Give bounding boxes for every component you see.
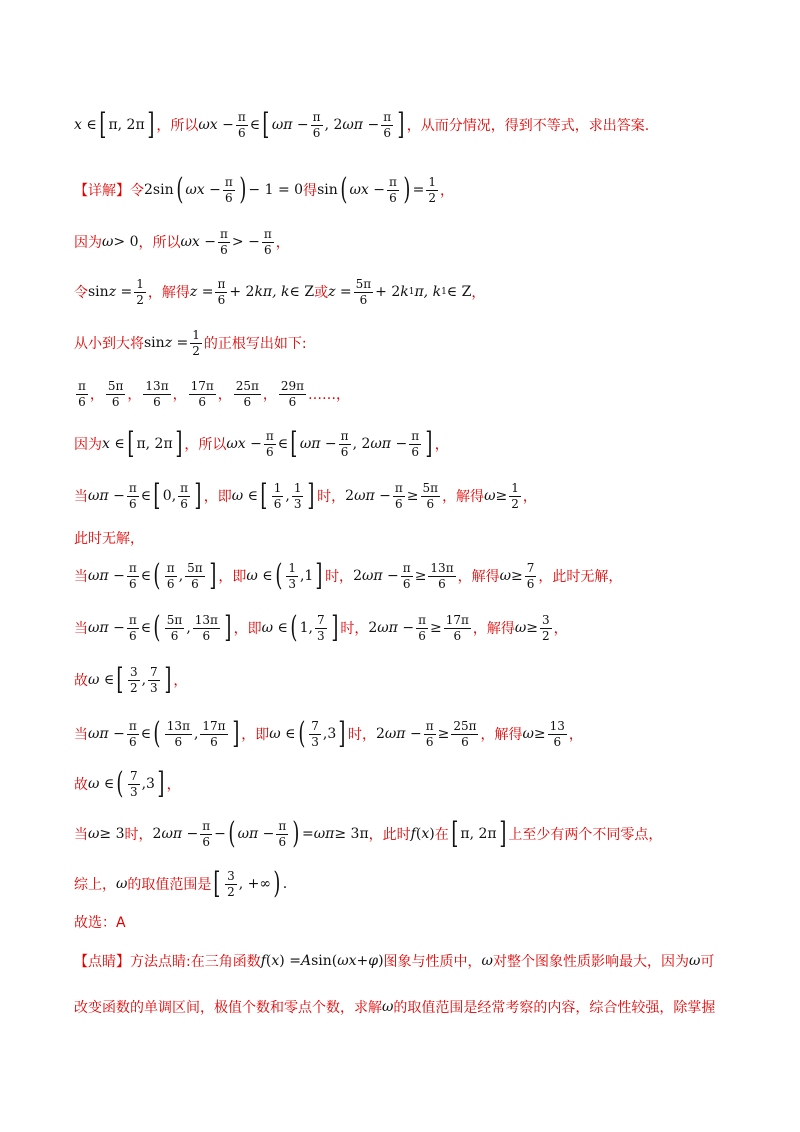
text: 令	[74, 285, 88, 301]
text: 可	[700, 954, 715, 970]
line-13: 当 ωπ − $\frac{\pi}{6}$ ∈ ( $\frac{13\pi}{6}$ , $\frac{17\pi}{6}$ ] ，即 ω ∈ ( $\frac{7}{3}$ ,3 ] 时， 2 ωπ − $\frac{\pi}{6}$ ≥ $\frac{25\pi}{6}$ ，解得 ω ≥ $\frac{13}{6}$ ，	[74, 716, 583, 751]
text: 令	[130, 183, 144, 199]
text: 因为	[74, 437, 102, 453]
text: 当	[74, 827, 88, 843]
text: 此时无解，	[74, 531, 144, 547]
text: 故	[74, 777, 88, 793]
text: 时，	[325, 569, 354, 585]
text: ，解得	[472, 621, 515, 637]
line-12: 故 ω ∈ [ $\frac{3}{2}$ , $\frac{7}{3}$ ] ，	[74, 662, 188, 697]
text: ，所以	[138, 235, 181, 251]
line-11: 当 ωπ − $\frac{\pi}{6}$ ∈ ( $\frac{5\pi}{6}$ , $\frac{13\pi}{6}$ ] ，即 ω ∈ ( 1, $\frac{7}{3}$ ] 时， 2 ωπ − $\frac{\pi}{6}$ ≥ $\frac{17\pi}{6}$ ，解得 ω ≥ $\frac{3}{2}$ ，	[74, 610, 568, 645]
line-7: 因为 x ∈ [ π, 2π ] ，所以 ωx − $\frac{\pi}{6}$ ∈ [ ωπ − $\frac{\pi}{6}$ , 2 ωπ − $\frac{\pi}{6}$ ] ，	[74, 426, 449, 461]
text: ，所以	[156, 118, 199, 134]
text: 的取值范围是经常考察的内容，综合性较强，除掌握	[393, 1000, 716, 1016]
line-8: 当 ωπ − $\frac{\pi}{6}$ ∈ [ 0, $\frac{\pi}{6}$ ] ，即 ω ∈ [ $\frac{1}{6}$ , $\frac{1}{3}$ ] 时， 2 ωπ − $\frac{\pi}{6}$ ≥ $\frac{5\pi}{6}$ ，解得 ω ≥ $\frac{1}{2}$ ，	[74, 478, 537, 513]
detail-tag: 【详解】	[74, 183, 130, 199]
text: 或	[314, 285, 329, 301]
line-15: 当 ω ≥ 3 时， 2 ωπ − $\frac{\pi}{6}$ − ( ωπ − $\frac{\pi}{6}$ ) = ωπ ≥ 3π ，此时 f ( x ) 在 [ π, 2π ] 上至少有两个不同零点，	[74, 816, 663, 851]
text: 时，	[124, 827, 153, 843]
line-14: 故 ω ∈ ( $\frac{7}{3}$ ,3 ] ，	[74, 766, 181, 801]
text: ，此时	[368, 827, 411, 843]
text: ，解得	[457, 569, 500, 585]
text: 时，	[317, 489, 346, 505]
text: ，解得	[480, 727, 523, 743]
text: ，即	[218, 569, 247, 585]
text: 故	[74, 673, 88, 689]
roots-line: $\frac{\pi}{6}$ ， $\frac{5\pi}{6}$ ， $\frac{13\pi}{6}$ ， $\frac{17\pi}{6}$ ， $\frac{25\pi}{6}$ ， $\frac{29\pi}{6}$ ……，	[78, 378, 351, 409]
text: ，此时无解，	[538, 569, 623, 585]
text: ，解得	[442, 489, 485, 505]
text: 对整个图象性质影响最大，因为	[492, 954, 689, 970]
line-2: 【详解】 令 2sin ( ωx − $\frac{\pi}{6}$ ) − 1 = 0 得 sin ( ωx − $\frac{\pi}{6}$ ) = $\frac{1}{2}$ ，	[74, 172, 454, 207]
text: 从小到大将	[74, 336, 144, 352]
line-1: x ∈ [ π, 2π ] ，所以 ωx − $\frac{\pi}{6}$ ∈ [ ωπ − $\frac{\pi}{6}$ , 2 ωπ − $\frac{\pi}{6}$ ] ，从而分情况，得到不等式，求出答案.	[74, 107, 650, 142]
text: 时，	[347, 727, 376, 743]
line-9	[74, 526, 144, 550]
text: ，从而分情况，得到不等式，求出答案.	[406, 118, 650, 134]
text: 因为	[74, 235, 102, 251]
text: 时，	[340, 621, 369, 637]
line-17	[74, 910, 126, 934]
text: 当	[74, 489, 88, 505]
text: 的取值范围是	[127, 877, 212, 893]
text: 综上，	[74, 877, 116, 893]
line-4: 令 sin z = $\frac{1}{2}$ ，解得 z = $\frac{\pi}{6}$ + 2 kπ, k ∈ Z 或 z = $\frac{5\pi}{6}$ + 2 k 1 π, k 1 ∈ Z ，	[74, 276, 486, 307]
text: 的正根写出如下:	[203, 336, 307, 352]
text: 当	[74, 569, 88, 585]
text: ，即	[233, 621, 262, 637]
line-3: 因为 ω > 0 ，所以 ωx − $\frac{\pi}{6}$ > − $\frac{\pi}{6}$ ，	[74, 226, 290, 257]
line-19: 改变函数的单调区间，极值个数和零点个数，求解 ω 的取值范围是经常考察的内容，综合性较强，除掌握	[74, 999, 716, 1016]
text: 在	[434, 827, 449, 843]
line-5: 从小到大将 sin z = $\frac{1}{2}$ 的正根写出如下:	[74, 327, 307, 358]
line-18: 【点睛】 方法点睛:在三角函数 f ( x ) = A sin( ωx + φ ) 图象与性质中， ω 对整个图象性质影响最大，因为 ω 可	[74, 953, 715, 970]
text: ，即	[241, 727, 270, 743]
text: ，解得	[147, 285, 190, 301]
text: 得	[303, 183, 318, 199]
line-16: 综上， ω 的取值范围是 [ $\frac{3}{2}$ , +∞ ) .	[74, 866, 288, 901]
text: 当	[74, 727, 88, 743]
text: 故选：A	[74, 915, 126, 931]
line-10: 当 ωπ − $\frac{\pi}{6}$ ∈ ( $\frac{\pi}{6}$ , $\frac{5\pi}{6}$ ] ，即 ω ∈ ( $\frac{1}{3}$ ,1 ] 时， 2 ωπ − $\frac{\pi}{6}$ ≥ $\frac{13\pi}{6}$ ，解得 ω ≥ $\frac{7}{6}$ ，此时无解，	[74, 558, 623, 593]
text: 方法点睛:在三角函数	[130, 954, 261, 970]
comment-tag: 【点睛】	[74, 954, 130, 970]
text: 改变函数的单调区间，极值个数和零点个数，求解	[74, 1000, 382, 1016]
text: 图象与性质中，	[383, 954, 482, 970]
text: ，所以	[184, 437, 227, 453]
text: ，即	[203, 489, 232, 505]
text: 上至少有两个不同零点，	[508, 827, 663, 843]
text: 当	[74, 621, 88, 637]
